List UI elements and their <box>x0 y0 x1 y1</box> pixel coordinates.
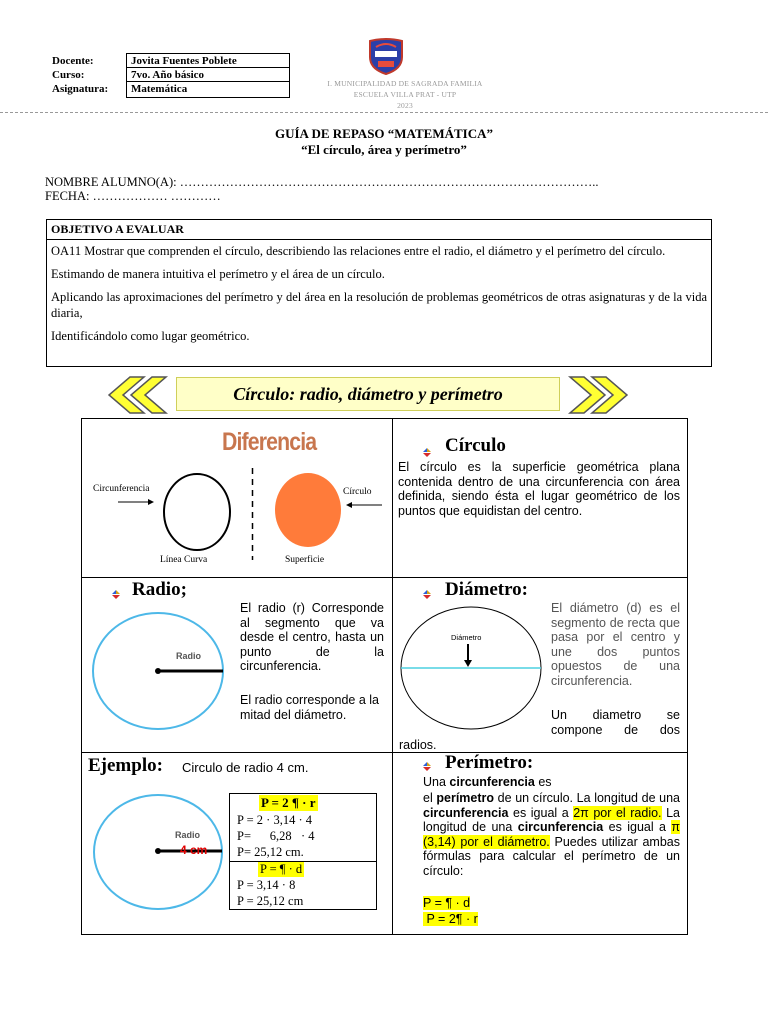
ejemplo-heading: Ejemplo: <box>88 755 163 776</box>
diametro-heading: Diámetro: <box>445 579 529 600</box>
radio-text-2: El radio corresponde a la mitad del diámetro. <box>240 693 379 722</box>
circulo-heading: Círculo <box>445 435 506 456</box>
grid-vertical-divider <box>392 418 393 935</box>
formula-2-result: P = 25,12 cm <box>237 894 304 908</box>
docente-label: Docente: <box>52 55 94 67</box>
radio-diagram <box>88 610 228 734</box>
teacher-info-box <box>126 53 290 98</box>
page-subtitle: “El círculo, área y perímetro” <box>301 142 467 157</box>
formula-2: P = ¶ · d <box>260 862 303 876</box>
student-name-line: NOMBRE ALUMNO(A): ……………………………………………………………………………………….. <box>45 175 599 189</box>
curso-value: 7vo. Año básico <box>127 68 289 82</box>
asignatura-value: Matemática <box>131 83 188 95</box>
formula-1-result: P= 25,12 cm. <box>237 845 304 859</box>
objective-heading: OBJETIVO A EVALUAR <box>47 220 711 240</box>
radio-heading: Radio; <box>132 579 187 600</box>
curso-label: Curso: <box>52 69 85 81</box>
ejemplo-radio-label: Radio <box>175 830 201 840</box>
objective-p2: Estimando de manera intuitiva el perímetro y el área de un círculo. <box>51 267 385 281</box>
circulo-label: Círculo <box>343 487 372 497</box>
bullet-icon <box>423 448 431 457</box>
chevron-right-icon <box>562 376 628 414</box>
objective-box <box>46 219 712 367</box>
diametro-text-1: El diámetro (d) es el segmento de recta que pasa por el centro y une dos puntos opuestos de una circunferencia. <box>551 601 680 688</box>
perimetro-heading: Perímetro: <box>445 752 534 773</box>
circulo-text: El círculo es la superficie geométrica plana contenida dentro de una circunferencia con área definida, siendo ésta el lugar geométrico de los puntos que equidistan del centro. <box>398 460 680 518</box>
diametro-diagram <box>398 604 544 736</box>
diametro-text-2a: Un diametro se compone de dos <box>551 708 680 737</box>
ejemplo-radio-value: 4 cm <box>180 843 208 857</box>
bullet-icon <box>423 590 431 599</box>
school-year: 2023 <box>397 101 413 110</box>
circunferencia-shape <box>160 471 234 553</box>
school-crest-icon <box>366 37 406 75</box>
diametro-text-2b: radios. <box>399 738 437 752</box>
formula-1-step-b: P= 6,28 · 4 <box>237 829 315 843</box>
circulo-shape <box>272 470 344 550</box>
formula-2-step: P = 3,14 · 8 <box>237 878 296 892</box>
chevron-left-icon <box>108 376 174 414</box>
grid-row-divider-1 <box>81 577 688 578</box>
header-divider <box>0 112 768 113</box>
school-name-line2: ESCUELA VILLA PRAT - UTP <box>353 90 457 99</box>
ejemplo-desc: Circulo de radio 4 cm. <box>182 760 309 775</box>
perimetro-paragraph: el perímetro de un círculo. La longitud de una circunferencia es igual a 2π por el radio. La longitud de una circunferencia es igual a π (3,14) por el diámetro. Puedes utilizar ambas fórmulas para calcular el perímetro de un círculo: <box>423 791 681 878</box>
asignatura-label: Asignatura: <box>52 83 109 95</box>
diferencia-title: Diferencia <box>222 428 317 456</box>
objective-p4: Identificándolo como lugar geométrico. <box>51 329 250 343</box>
bullet-icon <box>112 590 120 599</box>
docente-value: Jovita Fuentes Poblete <box>127 54 289 68</box>
school-name-line1: I. MUNICIPALIDAD DE SAGRADA FAMILIA <box>327 79 483 88</box>
date-line: FECHA: ……………… ………… <box>45 189 221 203</box>
radio-label: Radio <box>176 651 202 661</box>
grid-row-divider-2 <box>81 752 688 753</box>
diametro-label: Diámetro <box>451 633 482 642</box>
formula-1-step-a: P = 2 · 3,14 · 4 <box>237 813 312 827</box>
circunferencia-label: Circunferencia <box>93 484 150 494</box>
perimetro-line-1: Una circunferencia es <box>423 775 552 789</box>
bullet-icon <box>423 762 431 771</box>
radio-text-1: El radio (r) Corresponde al segmento que va desde el centro, hasta un punto de la circunferencia. <box>240 601 384 673</box>
arrow-left-icon <box>346 501 382 509</box>
perimetro-formula-2: P = 2¶ · r <box>423 912 478 926</box>
perimetro-formula-1: P = ¶ · d <box>423 896 471 910</box>
section-banner: Círculo: radio, diámetro y perímetro <box>176 377 560 411</box>
page-title: GUÍA DE REPASO “MATEMÁTICA” <box>274 126 493 141</box>
arrow-right-icon <box>118 498 154 506</box>
linea-curva-label: Línea Curva <box>160 555 208 565</box>
superficie-label: Superficie <box>285 555 325 565</box>
objective-p1: OA11 Mostrar que comprenden el círculo, describiendo las relaciones entre el radio, el diámetro y el perímetro del círculo. <box>51 244 666 258</box>
dashed-divider <box>251 468 254 560</box>
formula-1: P = 2 ¶ · r <box>261 795 316 810</box>
objective-p3: Aplicando las aproximaciones del perímetro y del área en la resolución de problemas geométricos de otras asignaturas y de la vida diaria, <box>51 290 707 320</box>
